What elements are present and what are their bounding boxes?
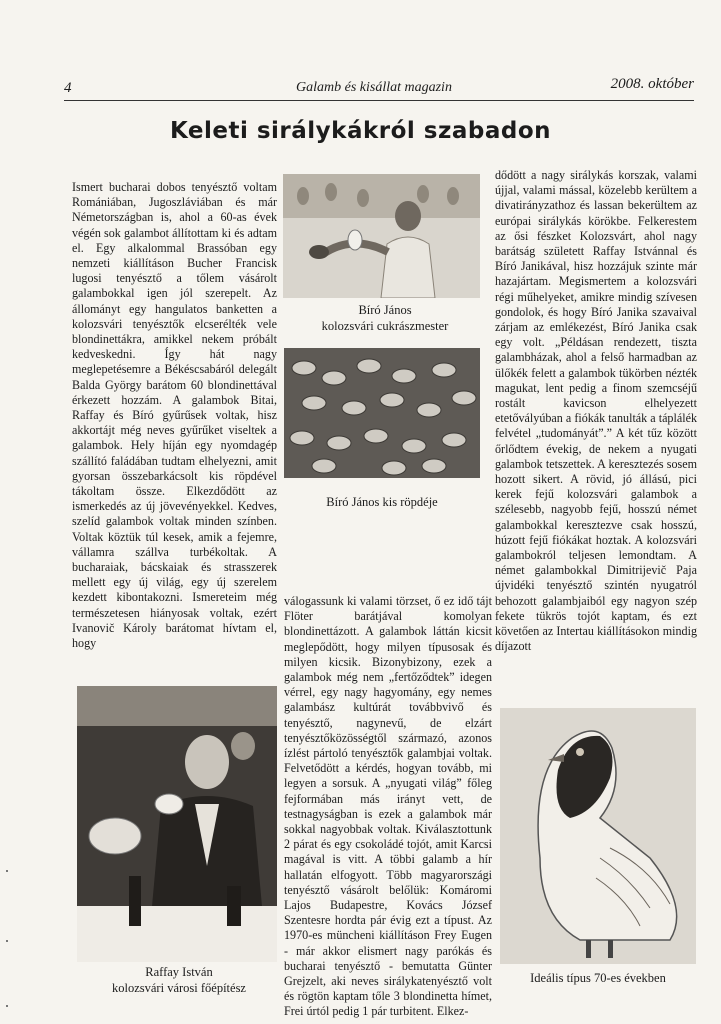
photo-raffay-istvan: [77, 686, 277, 962]
caption-photo-raffay-istvan: [80, 964, 278, 996]
caption-name: Bíró János: [358, 303, 412, 317]
article-title: Keleti sirálykákról szabadon: [169, 118, 552, 144]
photo-biro-janos: [283, 174, 480, 298]
photo-ideal-pigeon: [500, 708, 696, 964]
scan-edge-mark: [6, 1005, 8, 1007]
article-column-1: [72, 180, 277, 651]
magazine-name: Galamb és kisállat magazin: [296, 80, 452, 95]
article-text: Ismert bucharai dobos tenyésztő voltam Romániában, Jugoszláviában és már Németországban is, ahol a 60-as évek végén sok galambot állítottam ki és adtam el. Egy alkalommal Brassóban egy nemzeti kiállításon Bucher Francisk lugosi tenyésztő a tőlem vásárolt galambokkal igen jól szerepelt. Az állományt egy hangulatos banketten a kolozsvári tenyésztők elcserélték vele blondinettákra, amikkel nekem próbált kedveskedni. Így hát nagy meglepetésemre a Békéscsabáról delegált Balda György barátom 60 blondinettával érkezett hozzám. A galambok Bitai, Raffay és Bíró gyűrűsek voltak, hisz akkortájt még neves gyűrűket viseltek a galambok. Hely híján egy nyomdagép szállító faládában tudtam elhelyezni, amit gyorsan összebarkácsolt kis röpdével tákoltam össze. Elkezdődött az ismerkedés az új jövevényekkel. Kedves, szelíd galambok voltak minden színben. Voltak köztük túl kesek, amik a fejemre, vállamra szállva turbékoltak. A bucharaiak, bácskaiak és strasszerek mellett egy új világ, egy új szerelem kezdett kibontakozni. Ismereteim még természetesen hiányosak voltak, ezért Ivanovič Károly barátomat hívtam el, hogy: [72, 180, 277, 651]
caption-photo-ideal-pigeon: Ideális típus 70-es években: [530, 971, 666, 985]
page-number: 4: [64, 80, 72, 96]
issue-date: 2008. október: [610, 76, 694, 92]
caption-name: Raffay István: [145, 965, 213, 979]
scan-edge-mark: [6, 870, 8, 872]
caption-title: kolozsvári városi főépítész: [112, 981, 246, 995]
article-column-2: [284, 594, 492, 1020]
page-header: [64, 76, 694, 102]
caption-title: kolozsvári cukrászmester: [321, 319, 449, 333]
photo-pigeon-loft: [284, 348, 480, 478]
header-rule: [64, 100, 694, 101]
article-column-3: [495, 168, 697, 655]
caption-photo-biro-janos: [300, 302, 470, 334]
article-text: válogassunk ki valami törzset, ő ez idő tájt Flöter barátjával komolyan blondinettázott. A galambok láttán kicsit meglepődött, hogy milyen típusosak és milyen kicsik. Bizonybizony, ezek a galambok még nem „fertőződtek” idegen vérrel, egy nagy hagyomány, egy nemes galambász kultúrát továbbvivő és tenyésztő, nagynevű, de elzárt tenyésztőközösségtől származó, azonos ízlést pártoló tenyésztők galambjai voltak. Felvetődött a kérdés, hogyan tovább, mi legyen a sorsuk. A „nyugati világ” főleg fejformában más irányt vett, de testnagyságban is ezek a galambok már sokkal nagyobbak voltak. Kiválasztottunk 2 párat és egy csokoládé tojót, amit Karcsi magával is vitt. A többi galamb a hír hallatán elfogyott. Több magyarországi tenyésztő vásárolt belőlük: Komáromi Lajos Budapestre, Kovács József Szentesre hordta pár évig ezt a típust. Az 1970-es müncheni kiállításon Frey Eugen - már akkor elismert nagy parókás és bucharai tenyésztő - bemutatta Günter Grejzelt, aki neves sirálykatenyésztő volt és rögtön kaptam tőle 3 blondinetta hímet, Frei úrtól pedig 1 pár turbitent. Elkez-: [284, 594, 492, 1019]
article-text: dődött a nagy sirálykás korszak, valami újjal, valami mással, közelebb kerültem a divatirányzathoz és lassan bekerültem az európai sirálykás körökbe. Felkerestem az ősi fészket Kolozsvárt, ahol nagy barátság született Raffay Istvánnal és Bíró Janikával, hisz hozzájuk szinte már hazajártam. Megismertem a kolozsvári régi műhelyeket, amikre mindig szívesen gondolok, és hogy Bíró Janika szavaival zárjam az emlékezést, Bíró Janika csak egy volt. „Példásan rendezett, tiszta galambházak, ahol a felső harmadban az ülőkék felett a galambok tükörben nézték magukat, lent pedig a finom szemcséjű rostált kavicson elhelyezett etetővályúban a fiókák tanulták a táplálék felvétel „tudományát”.” A két tűz között őrlődtem évekig, de nekem a nyugati galambok tetszettek. A keresztezés sosem hozott sikert. A rövid, jó állású, pici kerek fejű kolozsvári galambok a szélesebb, nagyobb fejű, hosszú német galambokkal keresztezve csak hosszú, húzott fejű fiókákat hoztak. A kolozsvári galambokról teljesen lemondtam. A német galambokkal Dimitrijevič Paja újvidéki tenyésztő szintén nyugatról behozott galambjaiból egy nagyon szép fekete tükrös tojót kaptam, és ezt követően az Intertau kiállításokon mindig díjazott: [495, 168, 697, 654]
caption-photo-pigeon-loft: Bíró János kis röpdéje: [326, 495, 438, 509]
scan-edge-mark: [6, 940, 8, 942]
